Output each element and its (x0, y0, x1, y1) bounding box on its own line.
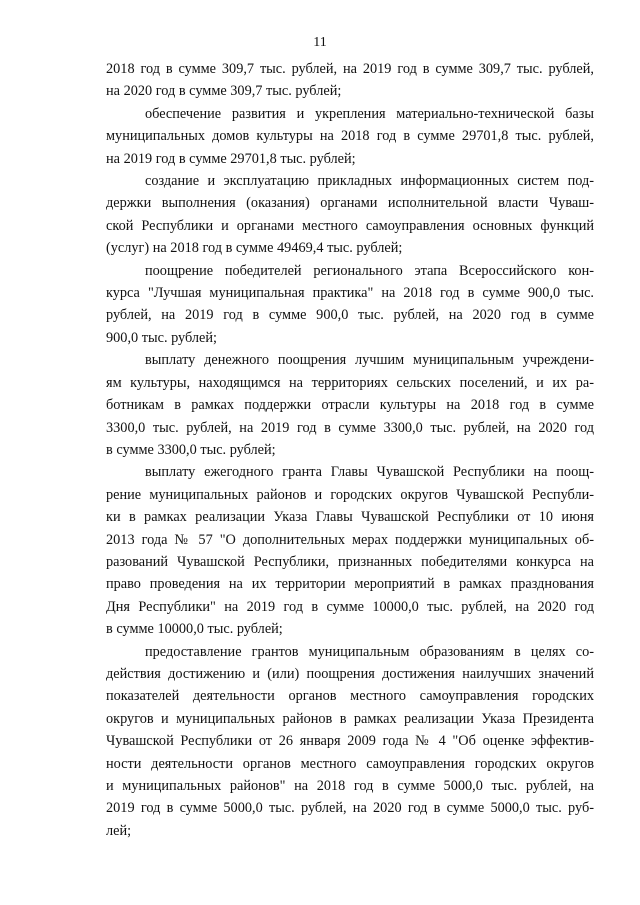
paragraph-line: разований Чувашской Республики, признанных победителями конкурса на (106, 553, 594, 570)
paragraph-line: рение муниципальных районов и городских округов Чувашской Республи- (106, 486, 594, 503)
paragraph-line: 900,0 тыс. рублей; (106, 329, 218, 346)
paragraph-line: муниципальных домов культуры на 2018 год в сумме 29701,8 тыс. рублей, (106, 128, 594, 145)
paragraph-line: 2013 года № 57 "О дополнительных мерах поддержки муниципальных об- (106, 531, 594, 548)
paragraph-line: округов и муниципальных районов в рамках реализации Указа Президента (106, 710, 594, 727)
paragraph-line: Дня Республики" на 2019 год в сумме 10000,0 тыс. рублей, на 2020 год (106, 598, 594, 615)
paragraph-line: лей; (106, 822, 132, 839)
paragraph-line: рублей, на 2019 год в сумме 900,0 тыс. рублей, на 2020 год в сумме (106, 307, 594, 324)
paragraph-line: предоставление грантов муниципальным образованиям в целях со- (145, 643, 594, 660)
paragraph-line: 2018 год в сумме 309,7 тыс. рублей, на 2019 год в сумме 309,7 тыс. рублей, (106, 61, 594, 77)
paragraph-line: в сумме 3300,0 тыс. рублей; (106, 441, 276, 458)
paragraph-line: 2019 год в сумме 5000,0 тыс. рублей, на 2020 год в сумме 5000,0 тыс. руб- (106, 800, 594, 817)
page-body (106, 58, 594, 842)
paragraph-line: курса "Лучшая муниципальная практика" на 2018 год в сумме 900,0 тыс. (106, 285, 594, 302)
paragraph-line: ской Республики и органами местного самоуправления основных функций (106, 217, 594, 234)
paragraph-line: в сумме 10000,0 тыс. рублей; (106, 621, 283, 638)
paragraph-line: ности деятельности органов местного самоуправления городских округов (106, 755, 594, 772)
paragraph-line: держки выполнения (оказания) органами исполнительной власти Чуваш- (106, 195, 594, 212)
paragraph-line: создание и эксплуатацию прикладных информационных систем под- (145, 173, 594, 190)
paragraph-5 (106, 349, 594, 461)
paragraph-line: право проведения на их территории мероприятий в рамках празднования (106, 576, 594, 593)
paragraph-line: ки в рамках реализации Указа Главы Чувашской Республики от 10 июня (106, 509, 594, 526)
paragraph-line: ям культуры, находящимся на территориях сельских поселений, и их ра- (106, 374, 594, 391)
paragraph-3 (106, 170, 594, 260)
paragraph-line: на 2020 год в сумме 309,7 тыс. рублей; (106, 83, 342, 100)
paragraph-2 (106, 103, 594, 170)
paragraph-line: на 2019 год в сумме 29701,8 тыс. рублей; (106, 150, 356, 167)
paragraph-line: поощрение победителей регионального этапа Всероссийского кон- (145, 262, 594, 279)
paragraph-line: Чувашской Республики от 26 января 2009 года № 4 "Об оценке эффектив- (106, 733, 594, 750)
paragraph-line: показателей деятельности органов местного самоуправления городских (106, 688, 594, 705)
page-number: 11 (313, 35, 327, 50)
paragraph-6 (106, 461, 594, 640)
paragraph-line: и муниципальных районов" на 2018 год в сумме 5000,0 тыс. рублей, на (106, 778, 594, 794)
paragraph-4 (106, 260, 594, 350)
paragraph-line: выплату ежегодного гранта Главы Чувашской Республики на поощ- (145, 464, 594, 481)
paragraph-line: выплату денежного поощрения лучшим муниципальным учреждени- (145, 352, 594, 369)
paragraph-line: действия достижению и (или) поощрения достижения наилучших значений (106, 665, 594, 682)
paragraph-7 (106, 641, 594, 843)
paragraph-1 (106, 58, 594, 103)
paragraph-line: ботникам в рамках поддержки отрасли культуры на 2018 год в сумме (106, 397, 594, 414)
paragraph-line: (услуг) на 2018 год в сумме 49469,4 тыс. рублей; (106, 240, 403, 257)
paragraph-line: обеспечение развития и укрепления материально-технической базы (145, 105, 594, 122)
paragraph-line: 3300,0 тыс. рублей, на 2019 год в сумме 3300,0 тыс. рублей, на 2020 год (106, 419, 594, 436)
